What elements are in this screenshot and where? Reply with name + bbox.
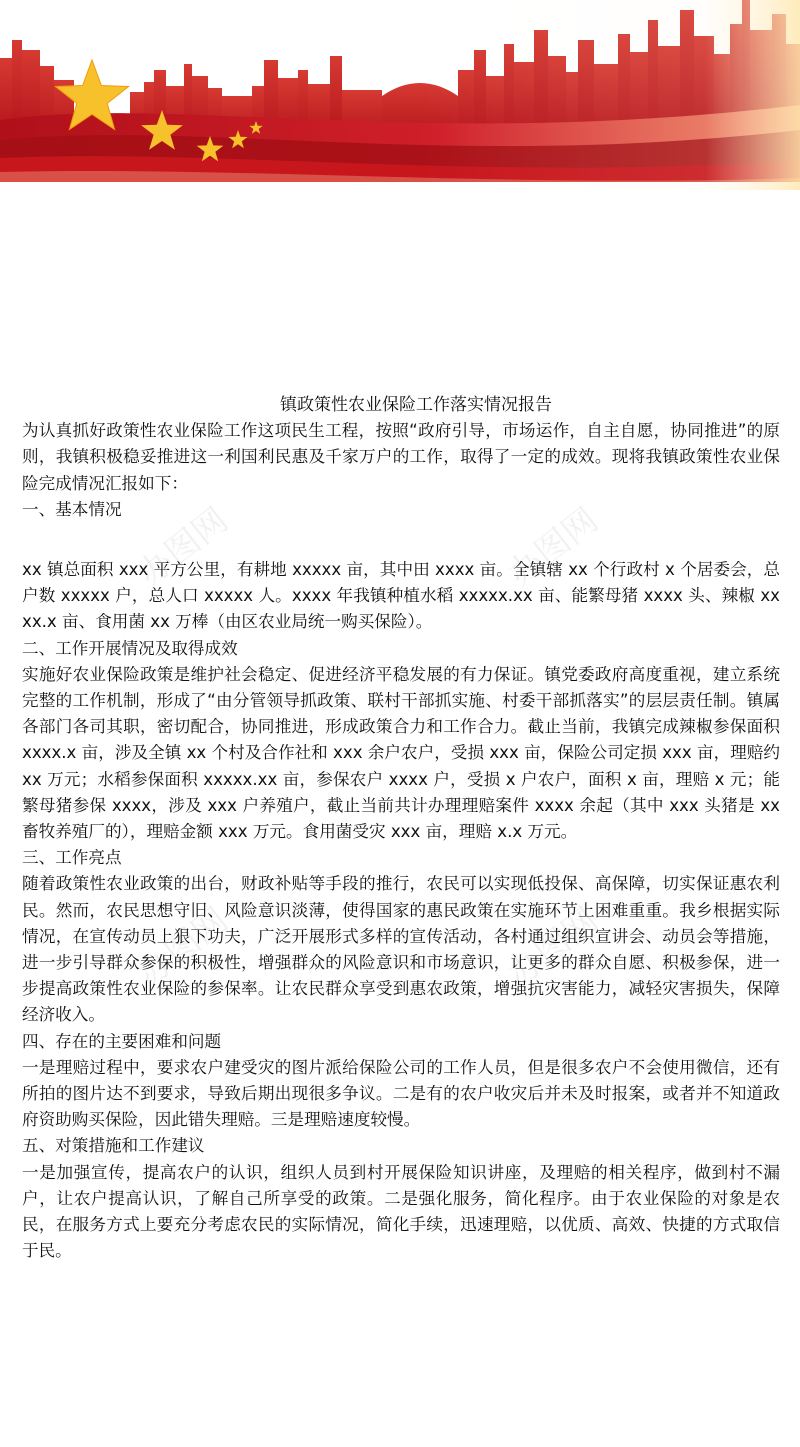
section-paragraph: 实施好农业保险政策是维护社会稳定、促进经济平稳发展的有力保证。镇党委政府高度重视，建立系统完整的工作机制，形成了“由分管领导抓政策、联村干部抓实施、村委干部抓落实”的层层责任制。镇属各部门各司其职，密切配合，协同推进，形成政策合力和工作合力。截止当前，我镇完成辣椒参保面积 xxxx.x 亩，涉及全镇 xx 个村及合作社和 xxx 余户农户，受损 xxx 亩，保险公司定损 xxx 亩，理赔约 xx 万元；水稻参保面积 xxxxx.xx 亩，参保农户 xxxx 户，受损 x 户农户，面积 x 亩，理赔 x 元；能繁母猪参保 xxxx，涉及 xxx 户养殖户，截止当前共计办理理赔案件 xxxx 余起（其中 xxx 头猪是 xx 畜牧养殖厂的），理赔金额 xxx 万元。食用菌受灾 xxx 亩，理赔 x.x 万元。: [22, 664, 780, 842]
watermark-text: 办图网: [130, 500, 236, 595]
watermark-text: 办图网: [500, 500, 606, 595]
section-heading: 二、工作开展情况及取得成效: [22, 638, 238, 658]
section-paragraph: 随着政策性农业政策的出台，财政补贴等手段的推行，农民可以实现低投保、高保障，切实保证惠农利民。然而，农民思想守旧、风险意识淡薄，使得国家的惠民政策在实施环节上困难重重。我乡根据实际情况，在宣传动员上狠下功夫，广泛开展形式多样的宣传活动，各村通过组织宣讲会、动员会等措施，进一步引导群众参保的积极性，增强群众的风险意识和市场意识，让更多的群众自愿、积极参保，进一步提高政策性农业保险的参保率。让农民群众享受到惠农政策，增强抗灾害能力，减轻灾害损失，保障经济收入。: [22, 874, 780, 1025]
document-body: [22, 392, 780, 1265]
document-title: 镇政策性农业保险工作落实情况报告: [280, 395, 552, 415]
watermark-text: 办图网: [130, 900, 236, 995]
section-spacer: [22, 523, 780, 557]
section-paragraph: 一是理赔过程中，要求农户建受灾的图片派给保险公司的工作人员，但是很多农户不会使用微信，还有所拍的图片达不到要求，导致后期出现很多争议。二是有的农户收灾后并未及时报案，或者并不知道政府资助购买保险，因此错失理赔。三是理赔速度较慢。: [22, 1057, 780, 1130]
header-banner: [0, 0, 800, 190]
skyline-banner-graphic: [0, 0, 800, 190]
section-heading: 四、存在的主要困难和问题: [22, 1031, 222, 1051]
section-paragraph: xx 镇总面积 xxx 平方公里，有耕地 xxxxx 亩，其中田 xxxx 亩。全镇辖 xx 个行政村 x 个居委会，总户数 xxxxx 户，总人口 xxxxx 人。xxxx 年我镇种植水稻 xxxxx.xx 亩、能繁母猪 xxxx 头、辣椒 xxxx.x 亩、食用菌 xx 万棒（由区农业局统一购买保险）。: [22, 560, 780, 632]
section-heading: 三、工作亮点: [22, 848, 122, 868]
section-heading: 一、基本情况: [22, 499, 122, 519]
section-paragraph: 一是加强宣传，提高农户的认识，组织人员到村开展保险知识讲座，及理赔的相关程序，做到村不漏户，让农户提高认识，了解自己所享受的政策。二是强化服务，简化程序。由于农业保险的对象是农民，在服务方式上要充分考虑农民的实际情况，简化手续，迅速理赔，以优质、高效、快捷的方式取信于民。: [22, 1162, 780, 1261]
watermark-text: 办图网: [500, 900, 606, 995]
intro-paragraph: 为认真抓好政策性农业保险工作这项民生工程，按照“政府引导，市场运作，自主自愿，协同推进”的原则，我镇积极稳妥推进这一利国利民惠及千家万户的工作，取得了一定的成效。现将我镇政策性农业保险完成情况汇报如下：: [22, 421, 780, 493]
section-heading: 五、对策措施和工作建议: [22, 1136, 205, 1156]
